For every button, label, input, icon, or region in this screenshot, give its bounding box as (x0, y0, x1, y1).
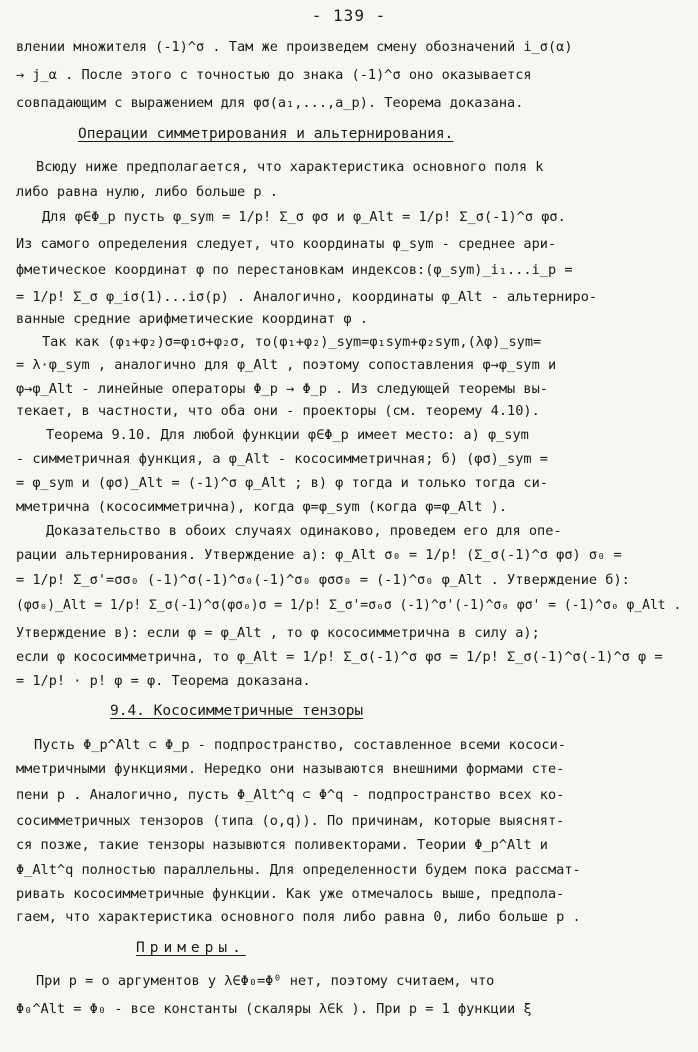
text-line: ся позже, такие тензоры назывются поливекторами. Теории Φ_p^Alt и (16, 837, 548, 853)
text-line: (φσ₀)_Alt = 1/p! Σ_σ(-1)^σ(φσ₀)σ = 1/p! Σ_σ'=σ₀σ (-1)^σ'(-1)^σ₀ φσ' = (-1)^σ₀ φ_Alt . (16, 598, 682, 613)
text-line: = 1/p! Σ_σ φ_iσ(1)...iσ(p) . Аналогично, координаты φ_Alt - альтерниро- (16, 289, 598, 305)
proof-start: Доказательство в обоих случаях одинаково, проведем его для опе- (46, 523, 562, 539)
section-heading-examples: Примеры. (136, 940, 246, 956)
text-line: если φ кососимметрична, то φ_Alt = 1/p! Σ_σ(-1)^σ φσ = 1/p! Σ_σ(-1)^σ(-1)^σ φ = (16, 649, 663, 665)
text-line: влении множителя (-1)^σ . Там же произведем смену обозначений i_σ(α) (16, 39, 573, 55)
text-line: Из самого определения следует, что координаты φ_sym - среднее ари- (16, 236, 557, 252)
text-line: φ→φ_Alt - линейные операторы Φ_p → Φ_p . Из следующей теоремы вы- (16, 381, 548, 397)
text-line: При p = o аргументов у λ∈Φ₀=Φ⁰ нет, поэтому считаем, что (36, 973, 495, 989)
theorem-statement: Теорема 9.10. Для любой функции φ∈Φ_p имеет место: а) φ_sym (46, 427, 529, 443)
text-line: мметричными функциями. Нередко они называются внешними формами сте- (16, 761, 565, 777)
text-line: текает, в частности, что оба они - проекторы (см. теорему 4.10). (16, 403, 540, 419)
text-line: сосимметричных тензоров (типа (o,q)). По причинам, которые выяснят- (16, 813, 565, 829)
text-line: гаем, что характеристика основного поля либо равна 0, либо больше p . (16, 909, 581, 925)
text-line: Пусть Φ_p^Alt ⊂ Φ_p - подпространство, составленное всеми кососи- (34, 737, 566, 753)
text-line: Всюду ниже предполагается, что характеристика основного поля k (36, 159, 544, 175)
text-line: - симметричная функция, а φ_Alt - кососимметричная; б) (φσ)_sym = (16, 451, 548, 467)
section-heading-skew-tensors: 9.4. Кососимметричные тензоры (110, 703, 364, 719)
text-line: Так как (φ₁+φ₂)σ=φ₁σ+φ₂σ, то(φ₁+φ₂)_sym=φ₁sym+φ₂sym,(λφ)_sym= (42, 334, 542, 350)
text-line: = φ_sym и (φσ)_Alt = (-1)^σ φ_Alt ; в) φ тогда и только тогда си- (16, 475, 548, 491)
text-line: Φ_Alt^q полностью параллельны. Для определенности будем пока рассмат- (16, 862, 581, 878)
text-line: = 1/p! Σ_σ'=σσ₀ (-1)^σ(-1)^σ₀(-1)^σ₀ φσσ₀ = (-1)^σ₀ φ_Alt . Утверждение б): (16, 572, 630, 588)
text-line: либо равна нулю, либо больше p . (16, 184, 278, 200)
section-heading-operations: Операции симметрирования и альтернирования. (78, 126, 454, 142)
text-line: = 1/p! · p! φ = φ. Теорема доказана. (16, 673, 311, 689)
text-line: ванные средние арифметические координат φ . (16, 311, 368, 327)
text-line: = λ·φ_sym , аналогично для φ_Alt , поэтому сопоставления φ→φ_sym и (16, 357, 557, 373)
text-line: фметическое координат φ по перестановкам индексов:(φ_sym)_i₁...i_p = (16, 262, 573, 278)
text-line: Φ₀^Alt = Φ₀ - все константы (скаляры λ∈k ). При p = 1 функции ξ (16, 1001, 532, 1017)
text-line: ривать кососимметричные функции. Как уже отмечалось выше, предпола- (16, 886, 565, 902)
text-line: пени p . Аналогично, пусть Φ_Alt^q ⊂ Φ^q - подпространство всех ко- (16, 787, 565, 803)
text-line: мметрична (кососимметрична), когда φ=φ_sym (когда φ=φ_Alt ). (16, 499, 508, 515)
text-line: Утверждение в): если φ = φ_Alt , то φ кососимметрична в силу а); (16, 625, 540, 641)
text-line: рации альтернирования. Утверждение а): φ_Alt σ₀ = 1/p! (Σ_σ(-1)^σ φσ) σ₀ = (16, 547, 622, 563)
text-line: → j_α . После этого с точностью до знака (-1)^σ оно оказывается (16, 67, 532, 83)
page-number: - 139 - (311, 6, 387, 25)
text-line: совпадающим с выражением для φσ(a₁,...,a_p). Теорема доказана. (16, 95, 524, 111)
text-line: Для φ∈Φ_p пусть φ_sym = 1/p! Σ_σ φσ и φ_Alt = 1/p! Σ_σ(-1)^σ φσ. (42, 209, 566, 225)
